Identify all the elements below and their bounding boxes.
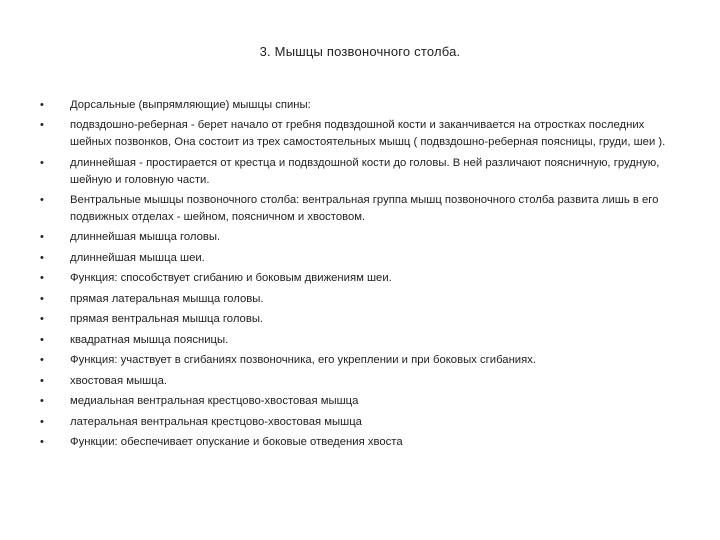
- list-item-text: Функция: участвует в сгибаниях позвоночника, его укреплении и при боковых сгибаниях.: [70, 354, 537, 367]
- list-item-text: Функции: обеспечивает опускание и боковые отведения хвоста: [70, 436, 403, 449]
- bullet-icon: •: [40, 313, 44, 326]
- bullet-icon: •: [40, 231, 44, 244]
- list-item-text: хвостовая мышца.: [70, 374, 168, 387]
- list-item-text: длиннейшая мышца шеи.: [70, 251, 205, 264]
- bullet-icon: •: [40, 374, 44, 387]
- list-item: [40, 434, 680, 451]
- bullet-icon: •: [40, 99, 44, 111]
- list-item: [40, 352, 680, 369]
- list-item: [40, 332, 680, 349]
- bullet-icon: •: [40, 292, 44, 305]
- list-item: [40, 270, 680, 287]
- list-item: [40, 250, 680, 267]
- list-item-text: квадратная мышца поясницы.: [70, 333, 229, 346]
- bullet-icon: •: [40, 272, 44, 285]
- list-item: [40, 192, 680, 226]
- bullet-icon: •: [40, 395, 44, 408]
- list-item: [40, 229, 680, 246]
- list-item: [40, 291, 680, 308]
- list-item-text: Функция: способствует сгибанию и боковым движениям шеи.: [70, 272, 392, 285]
- list-item-text: длиннейшая мышца головы.: [70, 231, 221, 244]
- list-item-text: подвздошно-реберная - берет начало от гребня подвздошной кости и заканчивается на отростках последних шейных позвонков, Она состоит из трех самостоятельных мышц ( подвздошно-реберная поясницы, груди, шеи ).: [70, 119, 666, 149]
- list-item: [40, 97, 680, 114]
- bullet-icon: •: [40, 333, 44, 346]
- list-item: [40, 373, 680, 390]
- list-item-text: латеральная вентральная крестцово-хвостовая мышца: [70, 415, 362, 428]
- list-item: [40, 393, 680, 410]
- bullet-icon: •: [40, 354, 44, 367]
- bullet-icon: •: [40, 415, 44, 428]
- list-item: [40, 117, 680, 151]
- list-item-text: медиальная вентральная крестцово-хвостовая мышца: [70, 395, 359, 408]
- bullet-list: [40, 97, 680, 455]
- list-item: [40, 414, 680, 431]
- list-item: [40, 311, 680, 328]
- bullet-icon: •: [40, 119, 44, 132]
- list-item: [40, 155, 680, 189]
- list-item-text: Вентральные мышцы позвоночного столба: вентральная группа мышц позвоночного столба развита лишь в его подвижных отделах - шейном, поясничном и хвостовом.: [70, 194, 659, 223]
- bullet-icon: •: [40, 156, 44, 169]
- list-item-text: Дорсальные (выпрямляющие) мышцы спины:: [70, 99, 311, 111]
- bullet-icon: •: [40, 194, 44, 207]
- slide-title: 3. Мышцы позвоночного столба.: [259, 44, 461, 59]
- list-item-text: прямая вентральная мышца головы.: [70, 313, 264, 326]
- bullet-icon: •: [40, 251, 44, 264]
- list-item-text: длиннейшая - простирается от крестца и подвздошной кости до головы. В ней различают поясничную, грудную, шейную и головную части.: [70, 156, 660, 186]
- bullet-icon: •: [40, 436, 44, 449]
- list-item-text: прямая латеральная мышца головы.: [70, 292, 264, 305]
